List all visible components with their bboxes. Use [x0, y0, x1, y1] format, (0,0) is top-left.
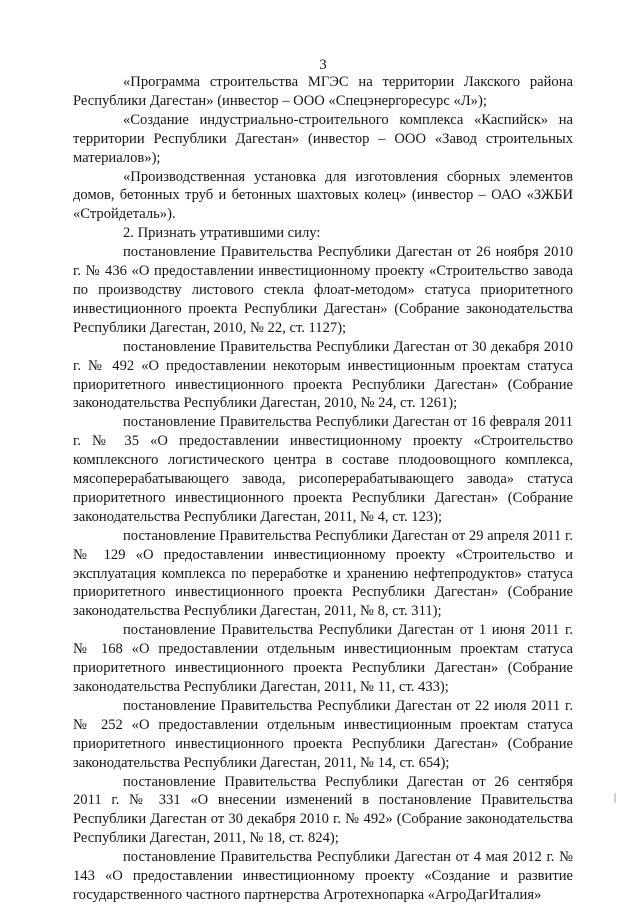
- paragraph-project-kaspiysk: «Создание индустриально-строительного комплекса «Каспийск» на территории Республики Дагестан» (инвестор – ООО «Завод строительных материалов»);: [73, 111, 573, 166]
- paragraph-resolution-331: постановление Правительства Республики Дагестан от 26 сентября 2011 г. № 331 «О внесении изменений в постановление Правительства Республики Дагестан от 30 декабря 2010 г. № 492» (Собрание законодательства Республики Дагестан, 2011, № 18, ст. 824);: [73, 773, 573, 847]
- paragraph-resolution-252: постановление Правительства Республики Дагестан от 22 июля 2011 г. № 252 «О предоставлении отдельным инвестиционным проектам статуса приоритетного инвестиционного проекта Республики Дагестан» (Собрание законодательства Республики Дагестан, 2011, № 14, ст. 654);: [73, 697, 573, 771]
- paragraph-resolution-129: постановление Правительства Республики Дагестан от 29 апреля 2011 г. № 129 «О предоставлении инвестиционному проекту «Строительство и эксплуатация комплекса по переработке и хранению нефтепродуктов» статуса приоритетного инвестиционного проекта Республики Дагестан» (Собрание законодательства Республики Дагестан, 2011, № 8, ст. 311);: [73, 527, 573, 620]
- paragraph-project-mges: «Программа строительства МГЭС на территории Лакского района Республики Дагестан» (инвестор – ООО «Спецэнергоресурс «Л»);: [73, 74, 573, 109]
- paragraph-resolution-143: постановление Правительства Республики Дагестан от 4 мая 2012 г. № 143 «О предоставлении инвестиционному проекту «Создание и развитие государственного частного партнерства Агротехнопарка «АгроДагИталия»: [73, 849, 573, 903]
- paragraph-resolution-492: постановление Правительства Республики Дагестан от 30 декабря 2010 г. № 492 «О предоставлении некоторым инвестиционным проектам статуса приоритетного инвестиционного проекта Республики Дагестан» (Собрание законодательства Республики Дагестан, 2010, № 24, ст. 1261);: [73, 338, 573, 412]
- scan-mark: [614, 793, 616, 803]
- document-page: [73, 0, 573, 905]
- paragraph-resolution-168: постановление Правительства Республики Дагестан от 1 июня 2011 г. № 168 «О предоставлении отдельным инвестиционным проектам статуса приоритетного инвестиционного проекта Республики Дагестан» (Собрание законодательства Республики Дагестан, 2011, № 11, ст. 433);: [73, 622, 573, 695]
- paragraph-resolution-35: постановление Правительства Республики Дагестан от 16 февраля 2011 г. № 35 «О предоставлении инвестиционному проекту «Строительство комплексного логистического центра в составе плодоовощного комплекса, мясоперерабатывающего завода, рисоперерабатывающего завода» статуса приоритетного инвестиционного проекта Республики Дагестан» (Собрание законодательства Республики Дагестан, 2011, № 4, ст. 123);: [73, 414, 573, 525]
- paragraph-resolution-436: постановление Правительства Республики Дагестан от 26 ноября 2010 г. № 436 «О предоставлении инвестиционному проекту «Строительство завода по производству листового стекла флоат-методом» статуса приоритетного инвестиционного проекта Республики Дагестан» (Собрание законодательства Республики Дагестан, 2010, № 22, ст. 1127);: [73, 244, 573, 336]
- paragraph-item-2-heading: 2. Признать утратившими силу:: [123, 225, 321, 242]
- page-number: 3: [319, 57, 327, 73]
- paragraph-project-production-unit: «Производственная установка для изготовления сборных элементов домов, бетонных труб и бетонных шахтовых колец» (инвестор – ОАО «ЗЖБИ «Стройдеталь»).: [73, 168, 573, 223]
- document-body: [73, 73, 573, 905]
